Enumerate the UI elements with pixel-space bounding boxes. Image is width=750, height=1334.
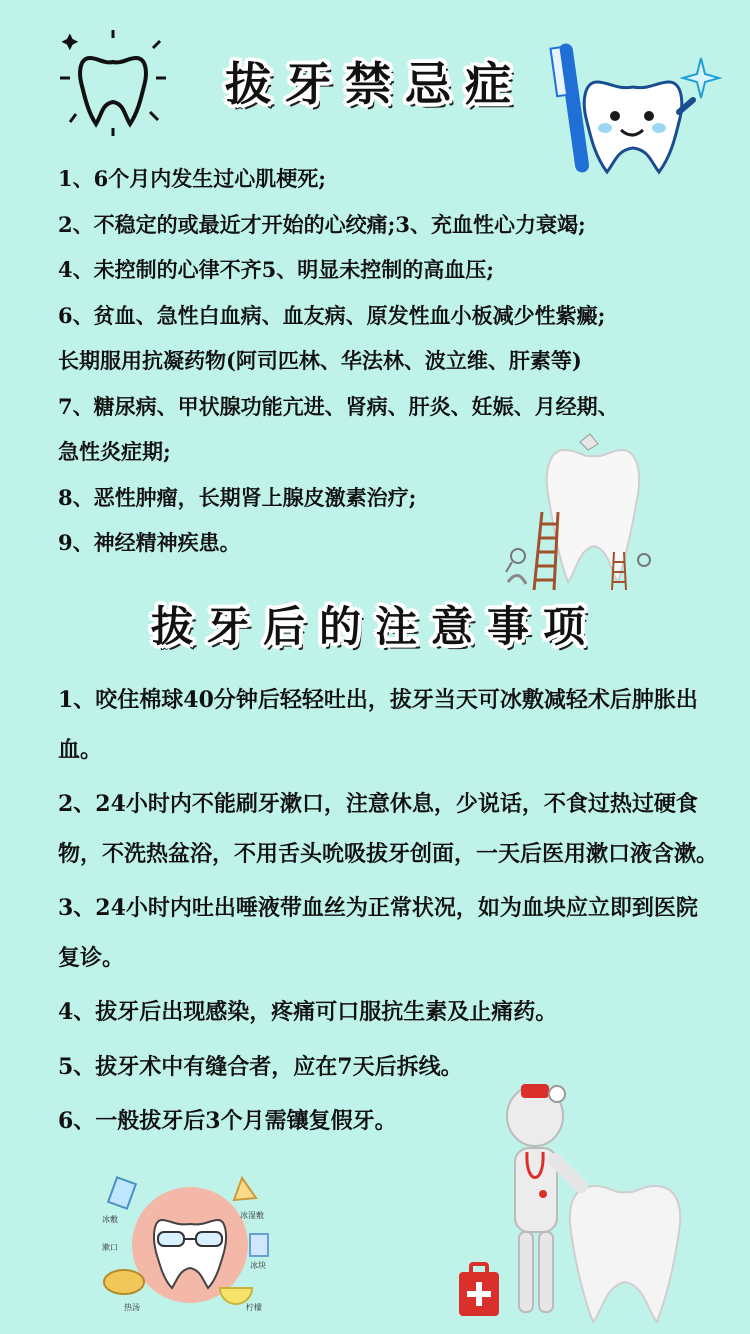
list-item: 4、拔牙后出现感染，疼痛可口服抗生素及止痛药。 — [58, 999, 558, 1025]
contraindications-title: 拔牙禁忌症 — [225, 57, 525, 111]
list-item: 1、咬住棉球40分钟后轻轻吐出，拔牙当天可冰敷减轻术后肿胀出血。 — [58, 687, 698, 763]
list-item: 急性炎症期; — [58, 439, 171, 464]
list-item: 6、贫血、急性白血病、血友病、原发性血小板减少性紫癜; — [58, 302, 606, 328]
list-item: 长期服用抗凝药物(阿司匹林、华法林、波立维、肝素等) — [58, 348, 582, 373]
list-item: 2、不稳定的或最近才开始的心绞痛;3、充血性心力衰竭; — [58, 211, 586, 237]
tooth-ladder-illustration — [498, 432, 668, 592]
svg-text:冰敷: 冰敷 — [102, 1215, 118, 1224]
mouth-care-illustration — [100, 1170, 280, 1320]
list-item: 3、24小时内吐出唾液带血丝为正常状况，如为血块应立即到医院复诊。 — [58, 895, 698, 971]
svg-text:冰湿敷: 冰湿敷 — [240, 1211, 264, 1220]
svg-text:热汤: 热汤 — [124, 1303, 140, 1312]
doctor-tooth-illustration — [455, 1076, 700, 1326]
svg-text:柠檬: 柠檬 — [246, 1303, 262, 1312]
aftercare-title: 拔牙后的注意事项 — [150, 602, 599, 651]
list-item: 6、一般拔牙后3个月需镶复假牙。 — [58, 1108, 397, 1134]
list-item: 7、糖尿病、甲状腺功能亢进、肾病、肝炎、妊娠、月经期、 — [58, 393, 619, 419]
list-item: 5、拔牙术中有缝合者，应在7天后拆线。 — [58, 1053, 463, 1080]
list-item: 9、神经精神疾患。 — [58, 530, 241, 555]
svg-text:漱口: 漱口 — [102, 1243, 118, 1252]
list-item: 8、恶性肿瘤，长期肾上腺皮激素治疗; — [58, 484, 417, 510]
list-item: 2、24小时内不能刷牙漱口，注意休息，少说话，不食过热过硬食物，不洗热盆浴，不用舌头吮吸拔牙创面，一天后医用漱口液含漱。 — [58, 791, 719, 867]
list-item: 1、6个月内发生过心肌梗死; — [58, 166, 326, 191]
svg-text:冰块: 冰块 — [250, 1261, 266, 1270]
list-item: 4、未控制的心律不齐5、明显未控制的高血压; — [58, 257, 494, 282]
